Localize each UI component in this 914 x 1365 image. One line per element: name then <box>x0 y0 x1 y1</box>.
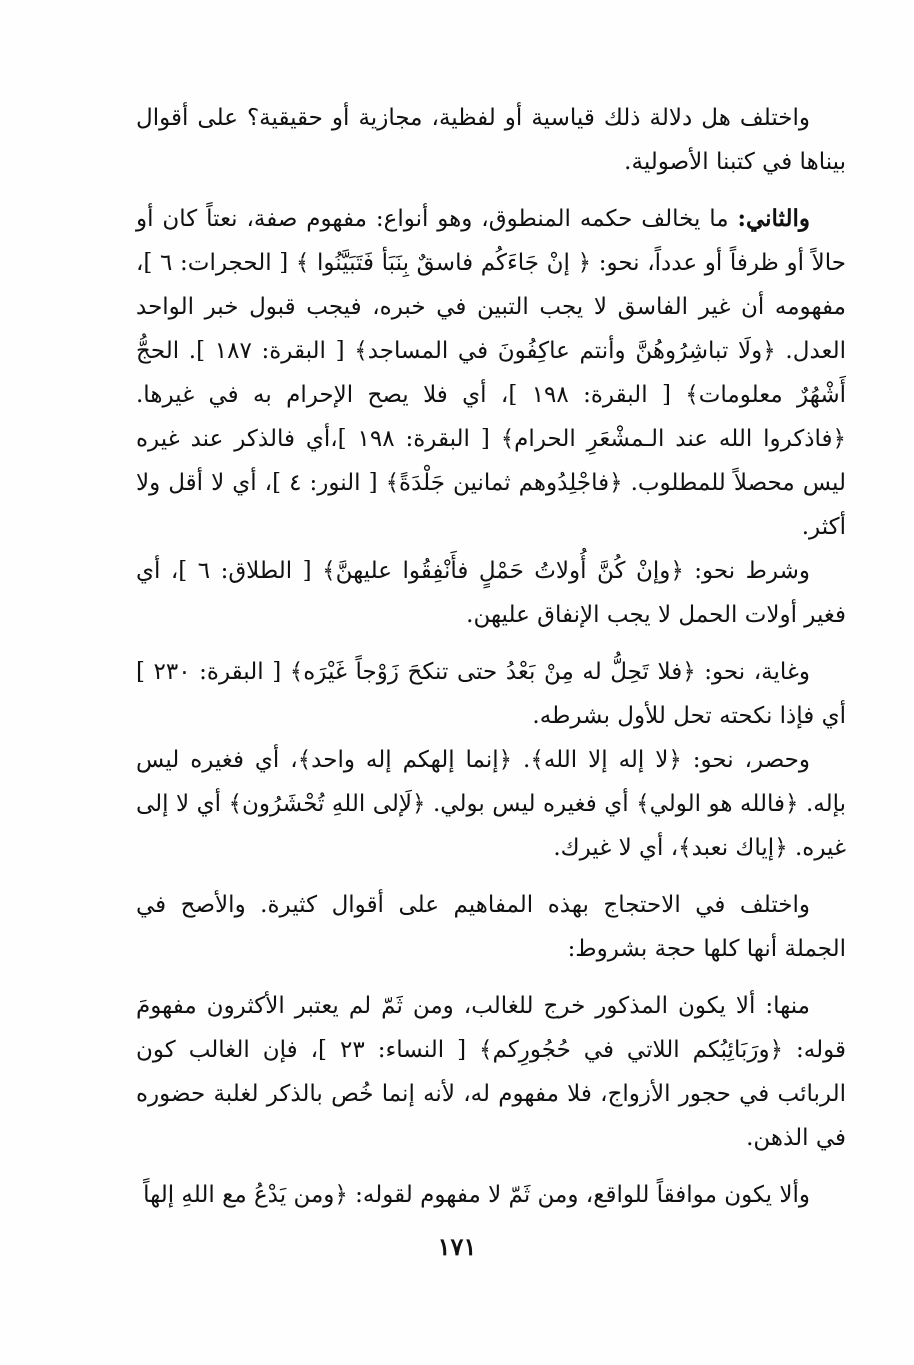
paragraph-text: وألا يكون موافقاً للواقع، ومن ثَمّ لا مفهوم لقوله: ﴿ومن يَدْعُ مع اللهِ إلهاً <box>143 1182 810 1208</box>
paragraph-text: منها: ألا يكون المذكور خرج للغالب، ومن ثَمّ لم يعتبر الأكثرون مفهومَ قوله: ﴿ورَبَائِبُكم اللاتي في حُجُورِكم﴾ [ النساء: ٢٣ ]، فإن الغالب كون الربائب في حجور الأزواج، فلا مفهوم له، لأنه إنما خُص بالذكر لغلبة حضوره في الذهن. <box>136 993 846 1151</box>
body-text <box>136 96 846 1217</box>
paragraph-3 <box>136 549 846 637</box>
paragraph-lead: والثاني: <box>737 205 810 232</box>
paragraph-1 <box>136 96 846 184</box>
paragraph-text: وغاية، نحو: ﴿فلا تَحِلُّ له مِنْ بَعْدُ حتى تنكحَ زَوْجاً غَيْرَه﴾ [ البقرة: ٢٣٠ ] أي فإذا نكحته تحل للأول بشرطه. <box>136 659 846 729</box>
paragraph-text: وحصر، نحو: ﴿لا إله إلا الله﴾. ﴿إنما إلهكم إله واحد﴾، أي فغيره ليس بإله. ﴿فالله هو الولي﴾ أي فغيره ليس بولي. ﴿لَإلى اللهِ تُحْشَرُون﴾ أي لا إلى غيره. ﴿إياك نعبد﴾، أي لا غيرك. <box>136 747 846 861</box>
paragraph-text: وشرط نحو: ﴿وإنْ كُنَّ أُولاتُ حَمْلٍ فأَنْفِقُوا عليهنَّ﴾ [ الطلاق: ٦ ]، أي فغير أولات الحمل لا يجب الإنفاق عليهن. <box>136 558 846 628</box>
paragraph-4 <box>136 650 846 738</box>
paragraph-5 <box>136 738 846 870</box>
paragraph-8 <box>136 1173 846 1217</box>
page-number: ١٧١ <box>437 1232 477 1261</box>
paragraph-text: واختلف في الاحتجاج بهذه المفاهيم على أقوال كثيرة. والأصح في الجملة أنها كلها حجة بشروط: <box>136 892 846 962</box>
paragraph-2 <box>136 197 846 549</box>
paragraph-text: ما يخالف حكمه المنطوق، وهو أنواع: مفهوم صفة، نعتاً كان أو حالاً أو ظرفاً أو عدداً، نحو: ﴿ إنْ جَاءَكُم فاسقٌ بِنَبَأ فَتَبَيَّنُوا ﴾ [ الحجرات: ٦ ]، مفهومه أن غير الفاسق لا يجب التبين في خبره، فيجب قبول خبر الواحد العدل. ﴿ولَا تباشِرُوهُنَّ وأنتم عاكِفُونَ في المساجد﴾ [ البقرة: ١٨٧ ]. الحجُّ أَشْهُرٌ معلومات﴾ [ البقرة: ١٩٨ ]، أي فلا يصح الإحرام به في غيرها. ﴿فاذكروا الله عند الـمشْعَرِ الحرام﴾ [ البقرة: ١٩٨ ]،أي فالذكر عند غيره ليس محصلاً للمطلوب. ﴿فاجْلِدُوهم ثمانين جَلْدَةً﴾ [ النور: ٤ ]، أي لا أقل ولا أكثر. <box>136 206 847 540</box>
paragraph-7 <box>136 984 846 1160</box>
paragraph-text: واختلف هل دلالة ذلك قياسية أو لفظية، مجازية أو حقيقية؟ على أقوال بيناها في كتبنا الأصولية. <box>136 105 846 175</box>
paragraph-6 <box>136 883 846 971</box>
